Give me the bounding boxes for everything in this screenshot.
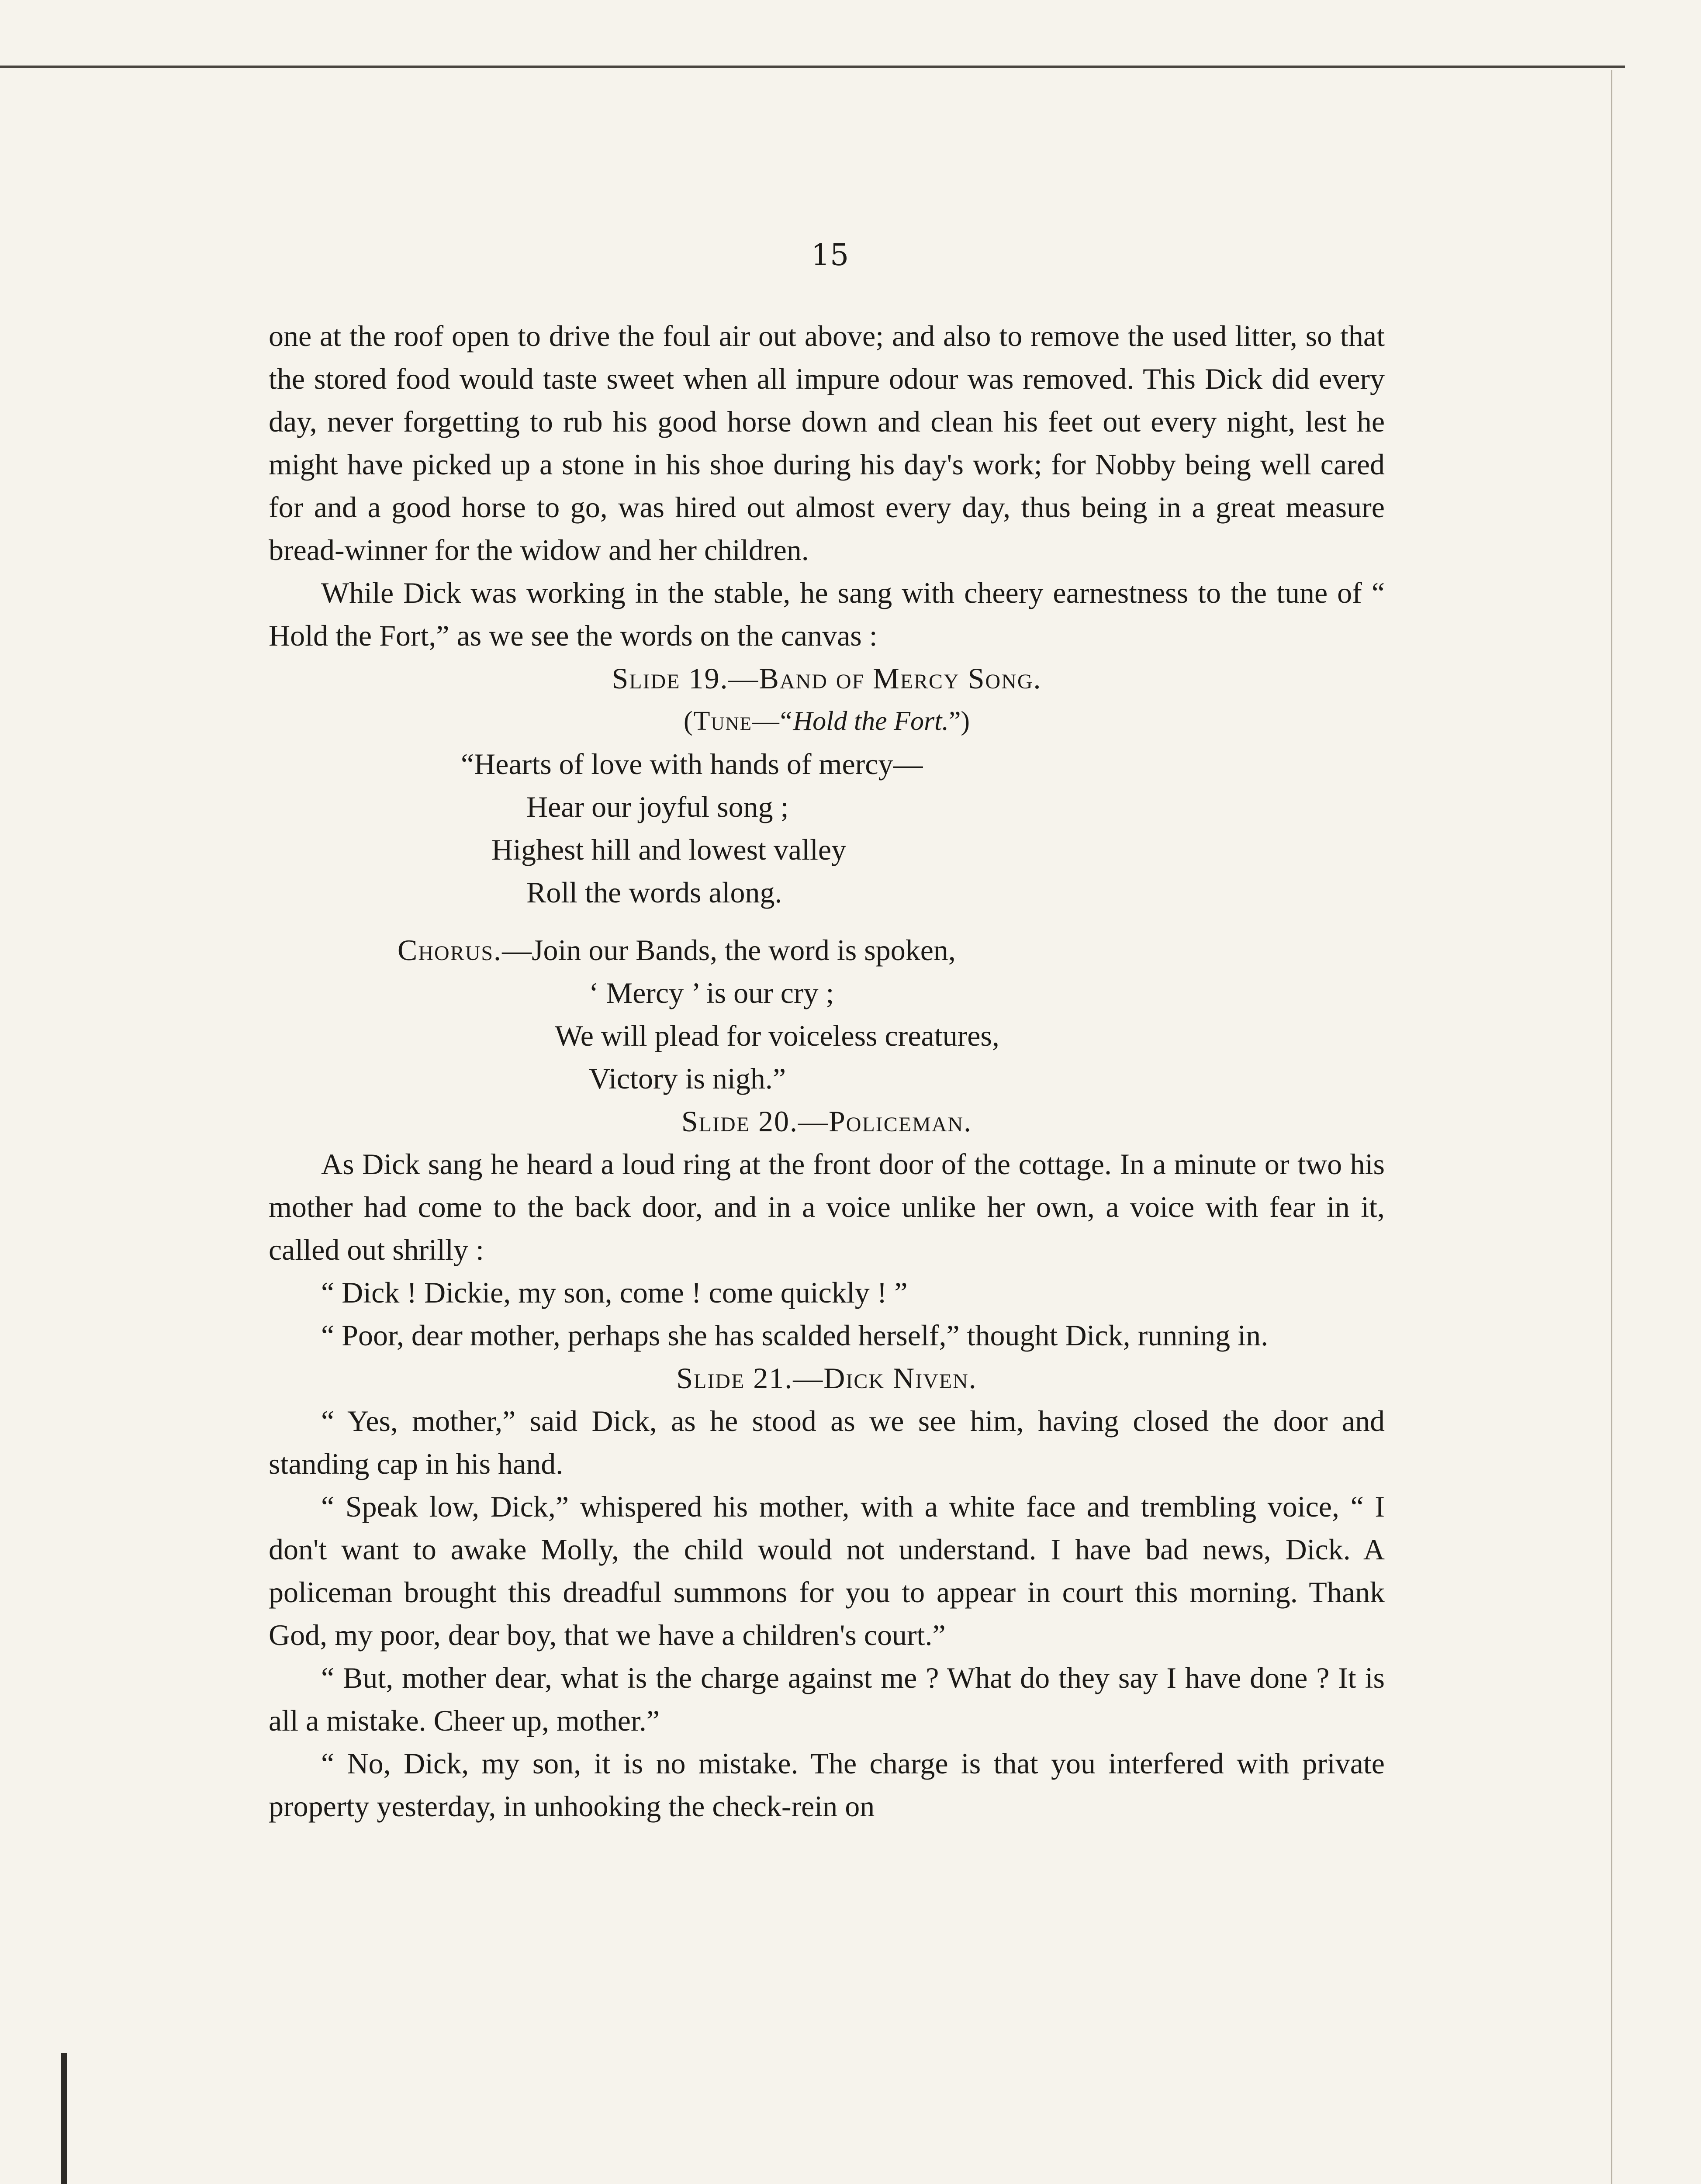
paragraph-dick-sang: While Dick was working in the stable, he sang with cheery earnestness to the tune of “ Hold the Fort,” as we see the words on the canvas : bbox=[269, 576, 1385, 652]
chorus-line: We will plead for voiceless creatures, bbox=[555, 1019, 999, 1052]
tune-suffix: ”) bbox=[948, 706, 970, 736]
chorus-line: Victory is nigh.” bbox=[589, 1062, 786, 1095]
song-chorus bbox=[269, 929, 1385, 1100]
slide-19-heading: Slide 19.—Band of Mercy Song. bbox=[612, 662, 1042, 695]
paragraph-no-mistake: “ No, Dick, my son, it is no mistake. The charge is that you interfered with private property yesterday, in unhooking the check-rein on bbox=[269, 1747, 1385, 1823]
top-border-rule bbox=[0, 66, 1625, 68]
paragraph-speak-low: “ Speak low, Dick,” whispered his mother, with a white face and trembling voice, “ I don't want to awake Molly, the child would not understand. I have bad news, Dick. A policeman brought this dreadful summons for you to appear in court this morning. Thank God, my poor, dear boy, that we have a children's court.” bbox=[269, 1490, 1385, 1652]
paragraph-mother-calls: “ Dick ! Dickie, my son, come ! come quickly ! ” bbox=[321, 1276, 908, 1309]
page-body bbox=[269, 314, 1385, 1828]
paragraph-loud-ring: As Dick sang he heard a loud ring at the front door of the cottage. In a minute or two his mother had come to the back door, and in a voice unlike her own, a voice with fear in it, called out shrilly : bbox=[269, 1147, 1385, 1266]
paragraph-stable-cleaning: one at the roof open to drive the foul air out above; and also to remove the used litter, so that the stored food would taste sweet when all impure odour was removed. This Dick did every day, never forgetting to rub his good horse down and clean his feet out every night, lest he might have picked up a stone in his shoe during his day's work; for Nobby being well cared for and a good horse to go, was hired out almost every day, thus being in a great measure bread-winner for the widow and her children. bbox=[269, 319, 1385, 567]
tune-title: Hold the Fort. bbox=[793, 706, 949, 736]
chorus-line bbox=[398, 929, 1385, 971]
chorus-label: Chorus. bbox=[398, 933, 502, 967]
paragraph-dick-thinks: “ Poor, dear mother, perhaps she has scalded herself,” thought Dick, running in. bbox=[321, 1319, 1269, 1352]
page-right-edge bbox=[1611, 70, 1612, 2184]
slide-20-heading: Slide 20.—Policeman. bbox=[681, 1105, 972, 1138]
verse-line: Hear our joyful song ; bbox=[526, 790, 789, 823]
paragraph-what-charge: “ But, mother dear, what is the charge against me ? What do they say I have done ? It is all a mistake. Cheer up, mother.” bbox=[269, 1661, 1385, 1737]
chorus-line-text: —Join our Bands, the word is spoken, bbox=[502, 933, 956, 967]
paragraph-yes-mother: “ Yes, mother,” said Dick, as he stood as we see him, having closed the door and standing cap in his hand. bbox=[269, 1404, 1385, 1480]
verse-line: Roll the words along. bbox=[526, 876, 782, 909]
tune-prefix: (Tune—“ bbox=[683, 706, 793, 736]
verse-line: “Hearts of love with hands of mercy— bbox=[461, 747, 923, 781]
page-number: 15 bbox=[811, 238, 849, 273]
tune-line bbox=[269, 700, 1385, 743]
song-verse bbox=[269, 743, 1385, 914]
verse-line: Highest hill and lowest valley bbox=[491, 833, 847, 866]
slide-21-heading: Slide 21.—Dick Niven. bbox=[676, 1362, 977, 1395]
chorus-line: ‘ Mercy ’ is our cry ; bbox=[589, 976, 834, 1009]
binding-edge-mark bbox=[61, 2053, 67, 2184]
